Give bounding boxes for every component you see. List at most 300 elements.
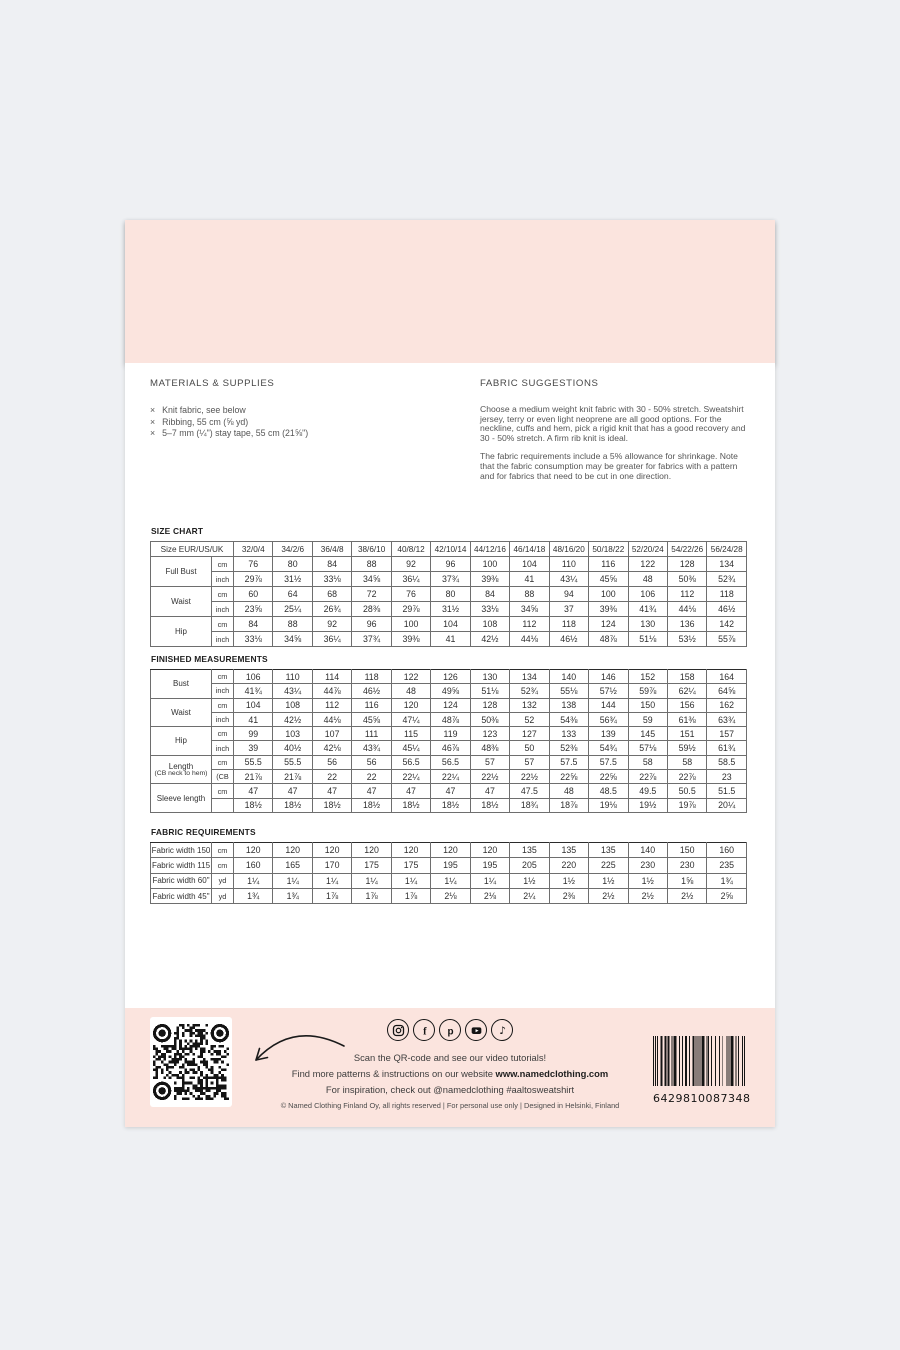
size-column-header: 56/24/28 (707, 542, 747, 557)
value-cell: 36¼ (312, 632, 351, 647)
value-cell: 52¾ (707, 572, 747, 587)
instagram-icon[interactable] (387, 1019, 409, 1041)
footer-line-inspiration: For inspiration, check out @namedclothing #aaltosweatshirt (325, 1084, 575, 1095)
value-cell: 23⅝ (234, 602, 273, 617)
footer-website-url[interactable]: www.namedclothing.com (495, 1068, 609, 1079)
value-cell: 54⅜ (549, 712, 588, 726)
value-cell: 56 (312, 755, 351, 769)
value-cell: 39⅜ (470, 572, 509, 587)
value-cell: 41¾ (628, 602, 667, 617)
value-cell: 18½ (391, 798, 430, 812)
value-cell: 46½ (707, 602, 747, 617)
size-column-header: 50/18/22 (589, 542, 628, 557)
value-cell: 22⅝ (549, 770, 588, 784)
size-column-header: 40/8/12 (391, 542, 430, 557)
sheet-body (125, 363, 775, 1008)
value-cell: 140 (628, 843, 667, 858)
fabric-suggestions-section (480, 378, 752, 490)
value-cell: 48 (391, 684, 430, 698)
value-cell: 26¾ (312, 602, 351, 617)
value-cell: 44⅞ (312, 684, 351, 698)
value-cell: 119 (431, 727, 470, 741)
value-cell: 57.5 (589, 755, 628, 769)
value-cell: 144 (589, 698, 628, 712)
materials-item (150, 405, 450, 417)
materials-item-text: Knit fabric, see below (162, 405, 246, 415)
value-cell: 21⅞ (234, 770, 273, 784)
row-label: Waist (151, 587, 212, 617)
value-cell: 84 (470, 587, 509, 602)
value-cell: 160 (234, 858, 273, 873)
value-cell: 1⅞ (391, 888, 430, 903)
materials-section (150, 378, 450, 440)
value-cell: 165 (273, 858, 312, 873)
value-cell: 195 (431, 858, 470, 873)
value-cell: 49.5 (628, 784, 667, 798)
value-cell: 46½ (352, 684, 391, 698)
value-cell: 41¾ (234, 684, 273, 698)
tiktok-icon[interactable] (491, 1019, 513, 1041)
value-cell: 41 (431, 632, 470, 647)
row-label: Fabric width 115 (151, 858, 212, 873)
table-row (151, 632, 747, 647)
value-cell: 94 (549, 587, 588, 602)
value-cell: 151 (667, 727, 706, 741)
table-row (151, 557, 747, 572)
value-cell: 48 (549, 784, 588, 798)
value-cell: 63¾ (707, 712, 747, 726)
value-cell: 108 (470, 617, 509, 632)
value-cell: 2½ (628, 888, 667, 903)
value-cell: 53½ (668, 632, 707, 647)
value-cell: 52 (510, 712, 549, 726)
value-cell: 2⅜ (549, 888, 588, 903)
value-cell: 19⅛ (589, 798, 628, 812)
value-cell: 60 (234, 587, 273, 602)
value-cell: 57⅛ (628, 741, 667, 755)
table-row (151, 670, 747, 684)
value-cell: 84 (312, 557, 351, 572)
size-column-header: 52/20/24 (628, 542, 667, 557)
footer-website-text: Find more patterns & instructions on our website (291, 1068, 496, 1079)
fabric-requirements-title: FABRIC REQUIREMENTS (151, 827, 256, 837)
value-cell: 43¼ (549, 572, 588, 587)
value-cell: 150 (628, 698, 667, 712)
size-column-header: 46/14/18 (510, 542, 549, 557)
size-column-header: 32/0/4 (234, 542, 273, 557)
unit-cell: cm (212, 858, 234, 873)
value-cell: 88 (510, 587, 549, 602)
table-row (151, 843, 747, 858)
table-header-row (151, 542, 747, 557)
value-cell: 18½ (470, 798, 509, 812)
value-cell: 19⅞ (667, 798, 706, 812)
facebook-icon[interactable] (413, 1019, 435, 1041)
value-cell: 120 (312, 843, 351, 858)
value-cell: 55⅞ (707, 632, 747, 647)
value-cell: 120 (470, 843, 509, 858)
value-cell: 136 (668, 617, 707, 632)
value-cell: 99 (234, 727, 273, 741)
value-cell: 88 (352, 557, 391, 572)
value-cell: 80 (431, 587, 470, 602)
size-column-header: 54/22/26 (668, 542, 707, 557)
value-cell: 61¾ (707, 741, 747, 755)
pinterest-icon[interactable] (439, 1019, 461, 1041)
table-row (151, 755, 747, 769)
value-cell: 21⅞ (273, 770, 312, 784)
value-cell: 20¼ (707, 798, 747, 812)
value-cell: 1⅞ (352, 888, 391, 903)
unit-cell: cm (212, 587, 234, 602)
value-cell: 56.5 (391, 755, 430, 769)
value-cell: 2¼ (510, 888, 549, 903)
value-cell: 133 (549, 727, 588, 741)
value-cell: 116 (589, 557, 628, 572)
value-cell: 34⅝ (273, 632, 312, 647)
value-cell: 225 (589, 858, 628, 873)
value-cell: 100 (391, 617, 430, 632)
value-cell: 47 (234, 784, 273, 798)
size-column-header: 36/4/8 (312, 542, 351, 557)
value-cell: 64⅝ (707, 684, 747, 698)
value-cell: 29⅞ (391, 602, 430, 617)
value-cell: 111 (352, 727, 391, 741)
value-cell: 103 (273, 727, 312, 741)
value-cell: 22¼ (391, 770, 430, 784)
value-cell: 118 (707, 587, 747, 602)
value-cell: 52⅜ (549, 741, 588, 755)
value-cell: 1¼ (234, 873, 273, 888)
value-cell: 45⅝ (352, 712, 391, 726)
value-cell: 37¾ (352, 632, 391, 647)
table-row (151, 798, 747, 812)
value-cell: 48.5 (589, 784, 628, 798)
value-cell: 120 (391, 698, 430, 712)
svg-text:f: f (422, 1025, 427, 1037)
barcode-bars (653, 1036, 745, 1086)
unit-cell: inch (212, 741, 234, 755)
value-cell: 22⅞ (628, 770, 667, 784)
svg-text:♪: ♪ (498, 1024, 506, 1037)
value-cell: 1⅝ (667, 873, 706, 888)
table-row (151, 698, 747, 712)
value-cell: 134 (707, 557, 747, 572)
value-cell: 106 (234, 670, 273, 684)
finished-measurements-table (150, 669, 747, 813)
value-cell: 128 (470, 698, 509, 712)
value-cell: 22½ (470, 770, 509, 784)
value-cell: 104 (431, 617, 470, 632)
value-cell: 205 (510, 858, 549, 873)
value-cell: 72 (352, 587, 391, 602)
value-cell: 39⅜ (589, 602, 628, 617)
value-cell: 19½ (628, 798, 667, 812)
value-cell: 43¾ (352, 741, 391, 755)
value-cell: 124 (589, 617, 628, 632)
unit-cell: inch (212, 684, 234, 698)
value-cell: 114 (312, 670, 351, 684)
value-cell: 142 (707, 617, 747, 632)
value-cell: 51⅛ (628, 632, 667, 647)
value-cell: 59⅞ (628, 684, 667, 698)
value-cell: 76 (391, 587, 430, 602)
value-cell: 139 (589, 727, 628, 741)
value-cell: 118 (352, 670, 391, 684)
value-cell: 116 (352, 698, 391, 712)
value-cell: 2⅝ (707, 888, 747, 903)
materials-item (150, 428, 450, 440)
value-cell: 164 (707, 670, 747, 684)
table-row (151, 602, 747, 617)
value-cell: 18½ (273, 798, 312, 812)
value-cell: 1⅞ (312, 888, 351, 903)
value-cell: 92 (391, 557, 430, 572)
value-cell: 56¾ (589, 712, 628, 726)
value-cell: 1½ (589, 873, 628, 888)
value-cell: 39⅜ (391, 632, 430, 647)
value-cell: 56 (352, 755, 391, 769)
row-label: Bust (151, 670, 212, 699)
value-cell: 108 (273, 698, 312, 712)
table-row (151, 572, 747, 587)
value-cell: 44⅛ (312, 712, 351, 726)
row-label: Waist (151, 698, 212, 727)
value-cell: 1¼ (470, 873, 509, 888)
value-cell: 33⅛ (312, 572, 351, 587)
footer-line-copyright: © Named Clothing Finland Oy, all rights reserved | For personal use only | Designed in Helsinki, Finland (280, 1101, 620, 1110)
value-cell: 1½ (549, 873, 588, 888)
unit-cell: cm (212, 843, 234, 858)
barcode (653, 1036, 751, 1105)
value-cell: 1¼ (273, 873, 312, 888)
finished-measurements-section (150, 654, 747, 813)
value-cell: 22¼ (431, 770, 470, 784)
value-cell: 48⅞ (431, 712, 470, 726)
value-cell: 112 (668, 587, 707, 602)
value-cell: 80 (273, 557, 312, 572)
value-cell: 54¾ (589, 741, 628, 755)
table-row (151, 888, 747, 903)
value-cell: 96 (431, 557, 470, 572)
value-cell: 107 (312, 727, 351, 741)
value-cell: 115 (391, 727, 430, 741)
value-cell: 18½ (431, 798, 470, 812)
value-cell: 156 (667, 698, 706, 712)
size-column-header: 34/2/6 (273, 542, 312, 557)
row-label: Fabric width 150 (151, 843, 212, 858)
value-cell: 220 (549, 858, 588, 873)
value-cell: 44⅛ (510, 632, 549, 647)
unit-cell: cm (212, 617, 234, 632)
value-cell: 84 (234, 617, 273, 632)
value-cell: 41 (234, 712, 273, 726)
value-cell: 31½ (273, 572, 312, 587)
fabric-suggestions-text (480, 405, 752, 481)
value-cell: 235 (707, 858, 747, 873)
value-cell: 51.5 (707, 784, 747, 798)
value-cell: 230 (628, 858, 667, 873)
value-cell: 37¾ (431, 572, 470, 587)
value-cell: 120 (431, 843, 470, 858)
value-cell: 2⅛ (431, 888, 470, 903)
value-cell: 110 (549, 557, 588, 572)
value-cell: 34⅝ (352, 572, 391, 587)
value-cell: 100 (470, 557, 509, 572)
value-cell: 57½ (589, 684, 628, 698)
value-cell: 58 (667, 755, 706, 769)
footer-line-scan: Scan the QR-code and see our video tutorials! (353, 1052, 547, 1063)
value-cell: 76 (234, 557, 273, 572)
fabric-requirements-section (150, 827, 747, 904)
value-cell: 1¼ (352, 873, 391, 888)
value-cell: 120 (391, 843, 430, 858)
value-cell: 18¾ (510, 798, 549, 812)
unit-cell: cm (212, 727, 234, 741)
value-cell: 175 (352, 858, 391, 873)
fabric-requirements-table (150, 842, 747, 904)
unit-cell: yd (212, 873, 234, 888)
materials-heading: MATERIALS & SUPPLIES (150, 378, 275, 389)
value-cell: 118 (549, 617, 588, 632)
value-cell: 135 (549, 843, 588, 858)
value-cell: 49⅝ (431, 684, 470, 698)
value-cell: 50 (510, 741, 549, 755)
value-cell: 88 (273, 617, 312, 632)
value-cell: 120 (352, 843, 391, 858)
value-cell: 170 (312, 858, 351, 873)
value-cell: 158 (667, 670, 706, 684)
value-cell: 28⅜ (352, 602, 391, 617)
value-cell: 140 (549, 670, 588, 684)
value-cell: 18½ (234, 798, 273, 812)
value-cell: 34⅝ (510, 602, 549, 617)
value-cell: 33⅛ (234, 632, 273, 647)
table-row (151, 784, 747, 798)
value-cell: 134 (510, 670, 549, 684)
value-cell: 1¼ (391, 873, 430, 888)
value-cell: 195 (470, 858, 509, 873)
value-cell: 31½ (431, 602, 470, 617)
row-label: Fabric width 45" (151, 888, 212, 903)
value-cell: 22 (312, 770, 351, 784)
value-cell: 127 (510, 727, 549, 741)
value-cell: 1¾ (234, 888, 273, 903)
value-cell: 126 (431, 670, 470, 684)
row-label: Hip (151, 727, 212, 756)
unit-cell: inch (212, 632, 234, 647)
value-cell: 56.5 (431, 755, 470, 769)
value-cell: 42⅛ (312, 741, 351, 755)
value-cell: 23 (707, 770, 747, 784)
materials-item-text: 5–7 mm (¼") stay tape, 55 cm (21⅝") (162, 428, 309, 438)
value-cell: 100 (589, 587, 628, 602)
value-cell: 122 (628, 557, 667, 572)
value-cell: 47 (431, 784, 470, 798)
fabric-suggestions-paragraph: The fabric requirements include a 5% allowance for shrinkage. Note that the fabric consumption may be greater for fabrics with a pattern and for fabrics that need to be cut in one direction. (480, 451, 738, 481)
value-cell: 58 (628, 755, 667, 769)
value-cell: 50.5 (667, 784, 706, 798)
row-label: Full Bust (151, 557, 212, 587)
value-cell: 130 (628, 617, 667, 632)
table-row (151, 858, 747, 873)
pattern-sheet (125, 220, 775, 1127)
value-cell: 61⅜ (667, 712, 706, 726)
value-cell: 112 (312, 698, 351, 712)
value-cell: 40½ (273, 741, 312, 755)
table-row (151, 770, 747, 784)
finished-measurements-title: FINISHED MEASUREMENTS (151, 654, 268, 664)
value-cell: 55.5 (234, 755, 273, 769)
materials-item (150, 417, 450, 429)
value-cell: 47 (470, 784, 509, 798)
value-cell: 57 (510, 755, 549, 769)
value-cell: 110 (273, 670, 312, 684)
cross-bullet-icon: × (150, 416, 156, 427)
value-cell: 47¼ (391, 712, 430, 726)
value-cell: 120 (234, 843, 273, 858)
value-cell: 135 (589, 843, 628, 858)
value-cell: 157 (707, 727, 747, 741)
cover-color-block (125, 220, 775, 363)
value-cell: 152 (628, 670, 667, 684)
value-cell: 57 (470, 755, 509, 769)
value-cell: 47 (312, 784, 351, 798)
value-cell: 43¼ (273, 684, 312, 698)
value-cell: 51⅛ (470, 684, 509, 698)
value-cell: 52¾ (510, 684, 549, 698)
value-cell: 124 (431, 698, 470, 712)
value-cell: 123 (470, 727, 509, 741)
value-cell: 18½ (312, 798, 351, 812)
table-row (151, 727, 747, 741)
value-cell: 62¼ (667, 684, 706, 698)
row-label-line2: (CB neck to hem) (154, 770, 208, 778)
value-cell: 22⅝ (589, 770, 628, 784)
materials-list (150, 405, 450, 440)
size-chart-table (150, 541, 747, 647)
value-cell: 42½ (470, 632, 509, 647)
unit-cell: cm (212, 557, 234, 572)
table-row (151, 873, 747, 888)
cross-bullet-icon: × (150, 405, 156, 415)
unit-cell: inch (212, 602, 234, 617)
value-cell: 1½ (628, 873, 667, 888)
value-cell: 25¼ (273, 602, 312, 617)
youtube-icon[interactable] (465, 1019, 487, 1041)
row-label: Length (CB neck to hem) (151, 755, 212, 784)
value-cell: 150 (667, 843, 706, 858)
value-cell: 59½ (667, 741, 706, 755)
value-cell: 48 (628, 572, 667, 587)
value-cell: 33⅛ (470, 602, 509, 617)
fabric-suggestions-paragraph: Choose a medium weight knit fabric with 30 - 50% stretch. Sweatshirt jersey, terry or even light neoprene are all good options. For the neckline, cuffs and hem, pick a rigid knit that has a good recovery and 30 - 50% stretch. A firm rib knit is ideal. (480, 404, 746, 443)
row-label: Sleeve length (151, 784, 212, 813)
table-row (151, 684, 747, 698)
value-cell: 1½ (510, 873, 549, 888)
unit-cell: inch (212, 572, 234, 587)
value-cell: 68 (312, 587, 351, 602)
value-cell: 47.5 (510, 784, 549, 798)
value-cell: 128 (668, 557, 707, 572)
value-cell: 112 (510, 617, 549, 632)
value-cell: 132 (510, 698, 549, 712)
size-column-header: 48/16/20 (549, 542, 588, 557)
value-cell: 50⅜ (470, 712, 509, 726)
value-cell: 57.5 (549, 755, 588, 769)
unit-cell: (CB (212, 770, 234, 784)
value-cell: 36¼ (391, 572, 430, 587)
